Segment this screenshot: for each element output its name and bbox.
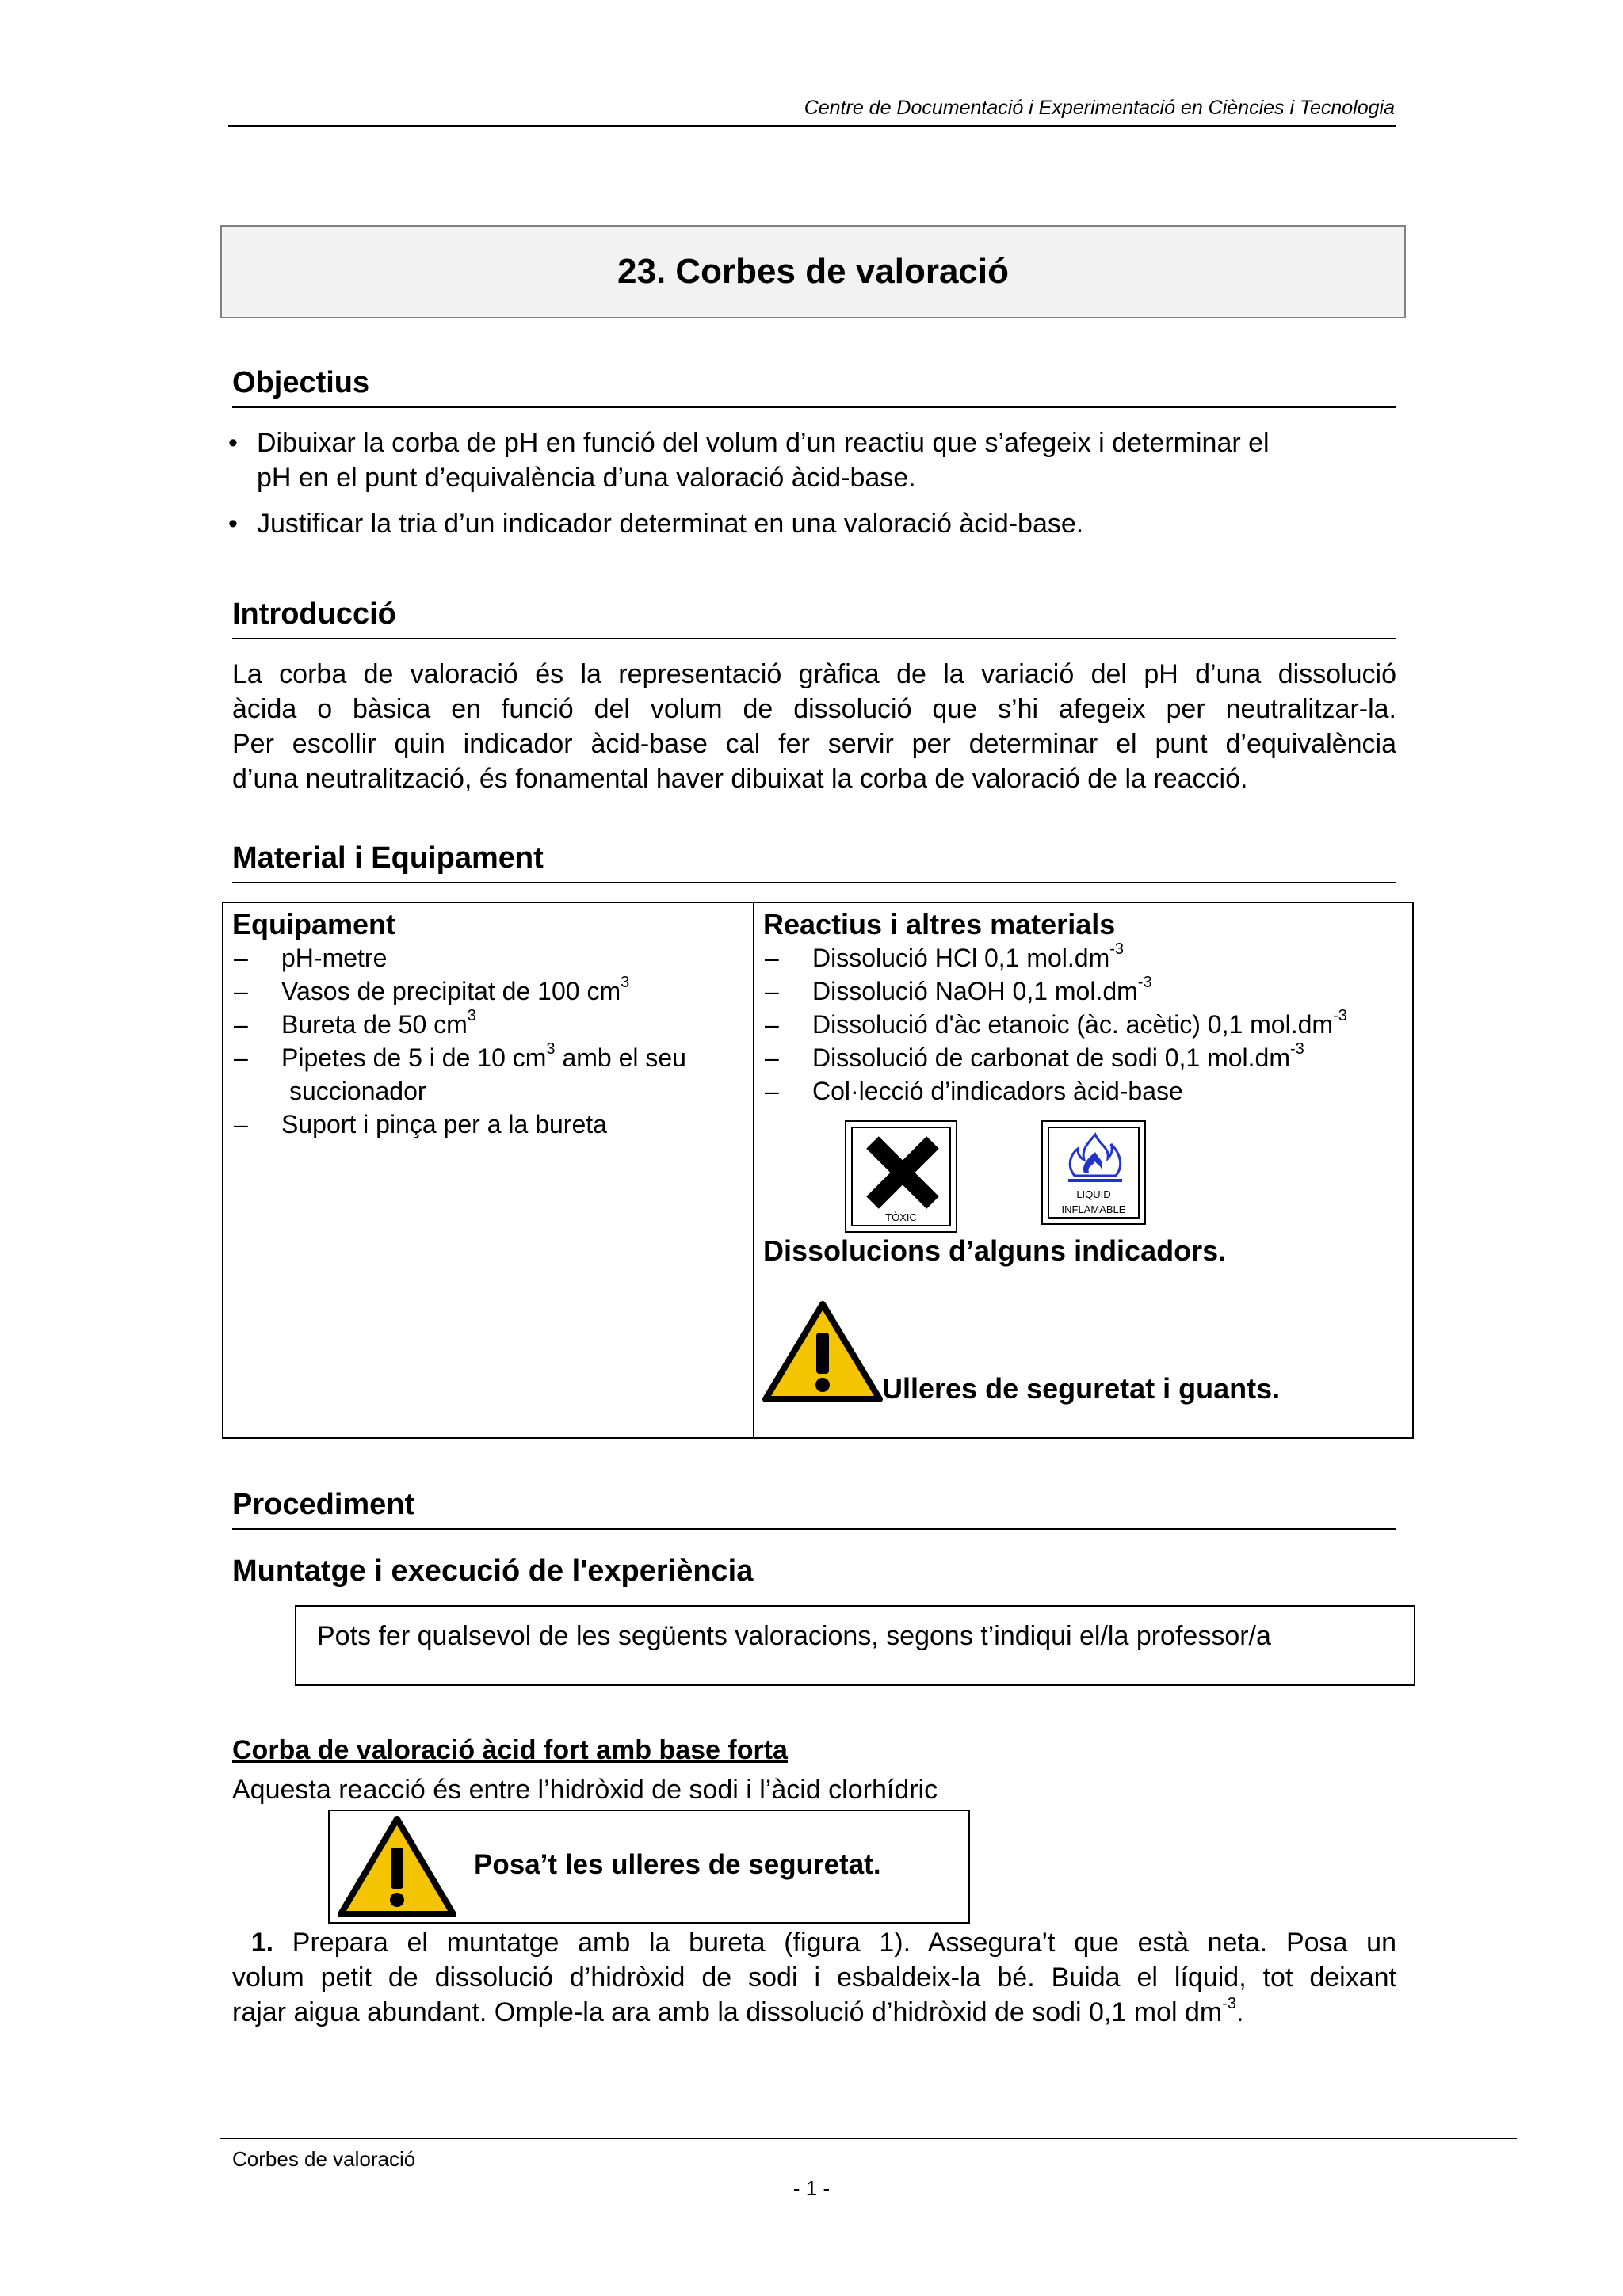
warning-triangle-icon: [338, 1814, 456, 1919]
flammable-label-line2: INFLAMABLE: [1061, 1203, 1126, 1215]
list-item: – Suport i pinça per a la bureta: [232, 1108, 747, 1141]
reactius-heading: Reactius i altres materials: [763, 908, 1116, 940]
section-heading-objectius: Objectius: [232, 366, 370, 399]
flammable-label-line1: LIQUID: [1076, 1188, 1111, 1200]
footer-title: Corbes de valoració: [232, 2147, 416, 2171]
section-heading-introduccio: Introducció: [232, 597, 396, 631]
equipament-list: [232, 941, 747, 1141]
section-rule: [232, 406, 1396, 408]
footer-rule: [220, 2138, 1517, 2139]
warning-box: [328, 1810, 970, 1924]
list-item: – Dissolució de carbonat de sodi 0,1 $mol.dm^{-3}$: [763, 1041, 1405, 1074]
reactius-list: [763, 941, 1405, 1108]
section-heading-procediment: Procediment: [232, 1488, 415, 1521]
note-box: [295, 1605, 1415, 1686]
header-institution: Centre de Documentació i Experimentació en Ciències i Tecnologia: [804, 97, 1395, 119]
page-number: - 1 -: [792, 2176, 831, 2200]
table-divider: [753, 902, 754, 1439]
subsection-intro: Aquesta reacció és entre l’hidròxid de sodi i l’àcid clorhídric: [232, 1775, 938, 1805]
equipament-heading: Equipament: [232, 908, 396, 940]
list-item: – Pipetes de 5 i de 10 $cm^3$ amb el seu succionador: [232, 1041, 747, 1108]
section-heading-material: Material i Equipament: [232, 841, 544, 875]
flame-icon: [1060, 1131, 1130, 1188]
subheading-muntatge: Muntatge i execució de l'experiència: [232, 1554, 754, 1588]
header-rule: [228, 125, 1396, 127]
list-item: – Dissolució NaOH 0,1 $mol.dm^{-3}$: [763, 974, 1405, 1008]
equipament-column: [232, 908, 747, 1141]
subsection-title: Corba de valoració àcid fort amb base forta: [232, 1735, 788, 1765]
objectius-list: [228, 425, 1401, 552]
list-item: – Vasos de precipitat de 100 $cm^3$: [232, 974, 747, 1008]
toxic-pictogram: [845, 1120, 957, 1233]
indicators-note: Dissolucions d’alguns indicadors.: [763, 1234, 1227, 1267]
section-rule: [232, 882, 1396, 883]
step-1-paragraph: 1. Prepara el muntatge amb la bureta (figura 1). Assegura’t que està neta. Posa un volum petit de dissolució d’hidròxid de sodi i esbaldeix-la bé. Buida el líquid, tot deixant rajar aigua abundant. Omple-la ara amb la dissolució d’hidròxid de sodi 0,1 mol $dm^{-3}$.: [232, 1928, 1396, 2027]
note-text: Pots fer qualsevol de les següents valoracions, segons t’indiqui el/la professor/a: [317, 1621, 1271, 1651]
title-box: [220, 225, 1406, 318]
flammable-pictogram: [1041, 1120, 1146, 1225]
list-item: • Dibuixar la corba de pH en funció del volum d’un reactiu que s’afegeix i determinar el pH en el punt d’equivalència d’una valoració àcid-base.: [228, 425, 1401, 495]
reactius-column: [763, 908, 1405, 1108]
warning-triangle-icon: [762, 1299, 883, 1404]
list-item: – Dissolució HCl 0,1 $mol.dm^{-3}$: [763, 941, 1405, 974]
page-title: 23. Corbes de valoració: [617, 252, 1009, 291]
section-rule: [232, 1528, 1396, 1530]
safety-note: Ulleres de seguretat i guants.: [882, 1372, 1281, 1405]
warning-text: Posa’t les ulleres de seguretat.: [474, 1849, 881, 1880]
list-item: – Dissolució d'àc etanoic (àc. acètic) 0,1 $mol.dm^{-3}$: [763, 1008, 1405, 1041]
list-item: – Bureta de 50 $cm^3$: [232, 1008, 747, 1041]
intro-paragraph: La corba de valoració és la representació gràfica de la variació del pH d’una dissolució àcida o bàsica en funció del volum de dissolució que s’hi afegeix per neutralitzar-la. Per escollir quin indicador àcid-base cal fer servir per determinar el punt d’equivalència d’una neutralització, és fonamental haver dibuixat la corba de valoració de la reacció.: [232, 659, 1396, 794]
toxic-x-icon: [863, 1133, 942, 1212]
step-number: 1.: [250, 1928, 274, 1958]
list-item: – Col·lecció d’indicadors àcid-base: [763, 1074, 1405, 1108]
list-item: – pH-metre: [232, 941, 747, 974]
list-item: • Justificar la tria d’un indicador determinat en una valoració àcid-base.: [228, 506, 1401, 541]
toxic-label: TÒXIC: [885, 1211, 917, 1223]
section-rule: [232, 638, 1396, 639]
